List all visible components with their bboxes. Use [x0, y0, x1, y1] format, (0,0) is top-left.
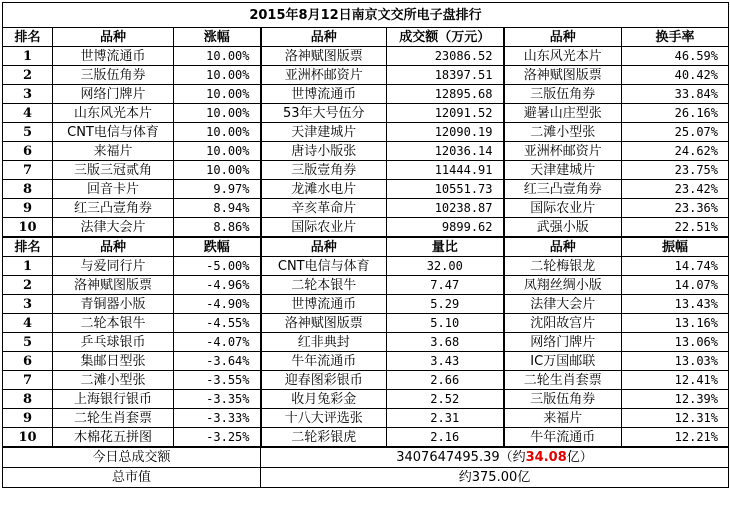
amplitude-value: 12.21% [622, 428, 729, 448]
gain-value: 8.94% [174, 199, 261, 218]
ratio-value: 5.10 [387, 314, 504, 333]
drop-item-name: 乒乓球银币 [53, 333, 174, 352]
ratio-item-name: CNT电信与体育 [261, 257, 387, 276]
table-row [3, 276, 729, 295]
table-row [3, 257, 729, 276]
volume-item-name: 龙滩水电片 [261, 180, 387, 199]
gain-value: 10.00% [174, 123, 261, 142]
turnover-value: 25.07% [622, 123, 729, 142]
table-row [3, 428, 729, 448]
drop-value: -4.55% [174, 314, 261, 333]
header-ratio-name: 品种 [261, 237, 387, 257]
turnover-value: 46.59% [622, 47, 729, 66]
ratio-item-name: 红非典封 [261, 333, 387, 352]
ratio-item-name: 洛神赋图版票 [261, 314, 387, 333]
gain-item-name: 三版三冠贰角 [53, 161, 174, 180]
gain-value: 10.00% [174, 47, 261, 66]
rank-cell: 5 [3, 333, 53, 352]
ranking-sheet [2, 2, 729, 488]
gain-item-name: 红三凸壹角券 [53, 199, 174, 218]
table-row [3, 85, 729, 104]
turnover-item-name: 天津建城片 [504, 161, 622, 180]
amplitude-item-name: IC万国邮联 [504, 352, 622, 371]
drop-value: -3.35% [174, 390, 261, 409]
table-row [3, 142, 729, 161]
ratio-item-name: 二轮本银牛 [261, 276, 387, 295]
turnover-item-name: 红三凸壹角券 [504, 180, 622, 199]
drop-value: -4.07% [174, 333, 261, 352]
amplitude-item-name: 二轮梅银龙 [504, 257, 622, 276]
drop-value: -3.55% [174, 371, 261, 390]
turnover-value: 22.51% [622, 218, 729, 238]
header-volume: 成交额（万元） [387, 28, 504, 47]
turnover-item-name: 洛神赋图版票 [504, 66, 622, 85]
volume-item-name: 三版壹角券 [261, 161, 387, 180]
turnover-value: 24.62% [622, 142, 729, 161]
header-turnover-name: 品种 [504, 28, 622, 47]
table-row [3, 390, 729, 409]
rank-cell: 8 [3, 180, 53, 199]
turnover-item-name: 二滩小型张 [504, 123, 622, 142]
gain-item-name: 法律大会片 [53, 218, 174, 238]
header-drop-name: 品种 [53, 237, 174, 257]
drop-value: -5.00% [174, 257, 261, 276]
volume-item-name: 唐诗小版张 [261, 142, 387, 161]
gain-item-name: 来福片 [53, 142, 174, 161]
table-row [3, 161, 729, 180]
total-volume-unit: 亿） [566, 450, 593, 465]
ratio-value: 5.29 [387, 295, 504, 314]
ratio-value: 3.68 [387, 333, 504, 352]
drop-item-name: 与爱同行片 [53, 257, 174, 276]
gain-value: 10.00% [174, 161, 261, 180]
sheet-title: 2015年8月12日南京文交所电子盘排行 [3, 3, 729, 28]
gain-item-name: 网络门牌片 [53, 85, 174, 104]
drop-item-name: 集邮日型张 [53, 352, 174, 371]
volume-value: 10238.87 [387, 199, 504, 218]
header-ratio: 量比 [387, 237, 504, 257]
volume-item-name: 天津建城片 [261, 123, 387, 142]
gain-value: 10.00% [174, 104, 261, 123]
amplitude-value: 14.07% [622, 276, 729, 295]
amplitude-item-name: 法律大会片 [504, 295, 622, 314]
volume-item-name: 国际农业片 [261, 218, 387, 238]
amplitude-item-name: 三版伍角券 [504, 390, 622, 409]
table-row [3, 180, 729, 199]
gain-item-name: 山东风光本片 [53, 104, 174, 123]
rank-cell: 2 [3, 276, 53, 295]
turnover-item-name: 亚洲杯邮资片 [504, 142, 622, 161]
drop-item-name: 二轮生肖套票 [53, 409, 174, 428]
rank-cell: 4 [3, 314, 53, 333]
turnover-item-name: 武强小版 [504, 218, 622, 238]
volume-value: 12895.68 [387, 85, 504, 104]
gain-value: 10.00% [174, 142, 261, 161]
rank-cell: 7 [3, 371, 53, 390]
gain-item-name: 三版伍角券 [53, 66, 174, 85]
volume-item-name: 53年大号伍分 [261, 104, 387, 123]
bottom-header-row [3, 237, 729, 257]
amplitude-value: 13.03% [622, 352, 729, 371]
rank-cell: 10 [3, 428, 53, 448]
turnover-item-name: 山东风光本片 [504, 47, 622, 66]
rank-cell: 3 [3, 85, 53, 104]
drop-value: -4.96% [174, 276, 261, 295]
amplitude-item-name: 牛年流通币 [504, 428, 622, 448]
rank-cell: 7 [3, 161, 53, 180]
table-row [3, 371, 729, 390]
volume-value: 18397.51 [387, 66, 504, 85]
table-row [3, 104, 729, 123]
drop-item-name: 青铜器小版 [53, 295, 174, 314]
turnover-item-name: 三版伍角券 [504, 85, 622, 104]
turnover-item-name: 避暑山庄型张 [504, 104, 622, 123]
rank-cell: 1 [3, 47, 53, 66]
table-row [3, 333, 729, 352]
rank-cell: 4 [3, 104, 53, 123]
rank-cell: 9 [3, 409, 53, 428]
market-cap-value: 约375.00亿 [261, 468, 729, 488]
gain-value: 8.86% [174, 218, 261, 238]
table-row [3, 352, 729, 371]
amplitude-value: 12.39% [622, 390, 729, 409]
amplitude-item-name: 沈阳故宫片 [504, 314, 622, 333]
drop-value: -3.64% [174, 352, 261, 371]
table-row [3, 123, 729, 142]
amplitude-value: 13.06% [622, 333, 729, 352]
table-row [3, 66, 729, 85]
drop-item-name: 二轮本银牛 [53, 314, 174, 333]
amplitude-item-name: 凤翔丝绸小版 [504, 276, 622, 295]
table-row [3, 218, 729, 238]
total-volume-value [261, 447, 729, 468]
turnover-item-name: 国际农业片 [504, 199, 622, 218]
volume-value: 10551.73 [387, 180, 504, 199]
rank-cell: 3 [3, 295, 53, 314]
turnover-value: 23.42% [622, 180, 729, 199]
drop-item-name: 上海银行银币 [53, 390, 174, 409]
volume-item-name: 世博流通币 [261, 85, 387, 104]
volume-value: 12090.19 [387, 123, 504, 142]
ratio-item-name: 世博流通币 [261, 295, 387, 314]
gain-item-name: CNT电信与体育 [53, 123, 174, 142]
table-row [3, 314, 729, 333]
ratio-item-name: 牛年流通币 [261, 352, 387, 371]
amplitude-item-name: 来福片 [504, 409, 622, 428]
volume-item-name: 辛亥革命片 [261, 199, 387, 218]
volume-value: 9899.62 [387, 218, 504, 238]
header-gain: 涨幅 [174, 28, 261, 47]
volume-value: 12091.52 [387, 104, 504, 123]
table-row [3, 409, 729, 428]
ratio-value: 7.47 [387, 276, 504, 295]
header-drop: 跌幅 [174, 237, 261, 257]
turnover-value: 23.36% [622, 199, 729, 218]
top-ranking-body [3, 47, 729, 238]
gain-item-name: 回音卡片 [53, 180, 174, 199]
turnover-value: 26.16% [622, 104, 729, 123]
table-row [3, 199, 729, 218]
table-row [3, 295, 729, 314]
drop-item-name: 二滩小型张 [53, 371, 174, 390]
drop-item-name: 洛神赋图版票 [53, 276, 174, 295]
rank-cell: 2 [3, 66, 53, 85]
ratio-item-name: 十八大评选张 [261, 409, 387, 428]
amplitude-value: 12.31% [622, 409, 729, 428]
drop-item-name: 木棉花五拼图 [53, 428, 174, 448]
amplitude-value: 13.43% [622, 295, 729, 314]
rank-cell: 10 [3, 218, 53, 238]
rank-cell: 6 [3, 142, 53, 161]
header-amplitude-name: 品种 [504, 237, 622, 257]
top-header-row [3, 28, 729, 47]
amplitude-value: 12.41% [622, 371, 729, 390]
market-cap-label: 总市值 [3, 468, 261, 488]
amplitude-value: 13.16% [622, 314, 729, 333]
gain-value: 10.00% [174, 85, 261, 104]
turnover-value: 40.42% [622, 66, 729, 85]
market-cap-row [3, 468, 729, 488]
volume-item-name: 亚洲杯邮资片 [261, 66, 387, 85]
bottom-ranking-body [3, 257, 729, 448]
ratio-value: 2.31 [387, 409, 504, 428]
rank-cell: 5 [3, 123, 53, 142]
total-volume-amount: 3407647495.39（约 [396, 450, 526, 465]
gain-value: 10.00% [174, 66, 261, 85]
rank-cell: 6 [3, 352, 53, 371]
ratio-item-name: 二轮彩银虎 [261, 428, 387, 448]
turnover-value: 33.84% [622, 85, 729, 104]
header-rank: 排名 [3, 237, 53, 257]
ratio-item-name: 收月兔彩金 [261, 390, 387, 409]
total-volume-label: 今日总成交额 [3, 447, 261, 468]
volume-item-name: 洛神赋图版票 [261, 47, 387, 66]
drop-value: -4.90% [174, 295, 261, 314]
drop-value: -3.33% [174, 409, 261, 428]
rank-cell: 9 [3, 199, 53, 218]
ratio-value: 2.16 [387, 428, 504, 448]
volume-value: 12036.14 [387, 142, 504, 161]
rank-cell: 1 [3, 257, 53, 276]
header-gain-name: 品种 [53, 28, 174, 47]
ratio-value: 32.00 [387, 257, 504, 276]
ratio-value: 2.52 [387, 390, 504, 409]
rank-cell: 8 [3, 390, 53, 409]
total-volume-highlight: 34.08 [525, 450, 567, 465]
amplitude-value: 14.74% [622, 257, 729, 276]
amplitude-item-name: 二轮生肖套票 [504, 371, 622, 390]
header-volume-name: 品种 [261, 28, 387, 47]
turnover-value: 23.75% [622, 161, 729, 180]
volume-value: 11444.91 [387, 161, 504, 180]
header-amplitude: 振幅 [622, 237, 729, 257]
header-turnover: 换手率 [622, 28, 729, 47]
header-rank: 排名 [3, 28, 53, 47]
ratio-item-name: 迎春图彩银币 [261, 371, 387, 390]
amplitude-item-name: 网络门牌片 [504, 333, 622, 352]
gain-value: 9.97% [174, 180, 261, 199]
table-row [3, 47, 729, 66]
ratio-value: 2.66 [387, 371, 504, 390]
gain-item-name: 世博流通币 [53, 47, 174, 66]
ratio-value: 3.43 [387, 352, 504, 371]
volume-value: 23086.52 [387, 47, 504, 66]
drop-value: -3.25% [174, 428, 261, 448]
total-volume-row [3, 447, 729, 468]
